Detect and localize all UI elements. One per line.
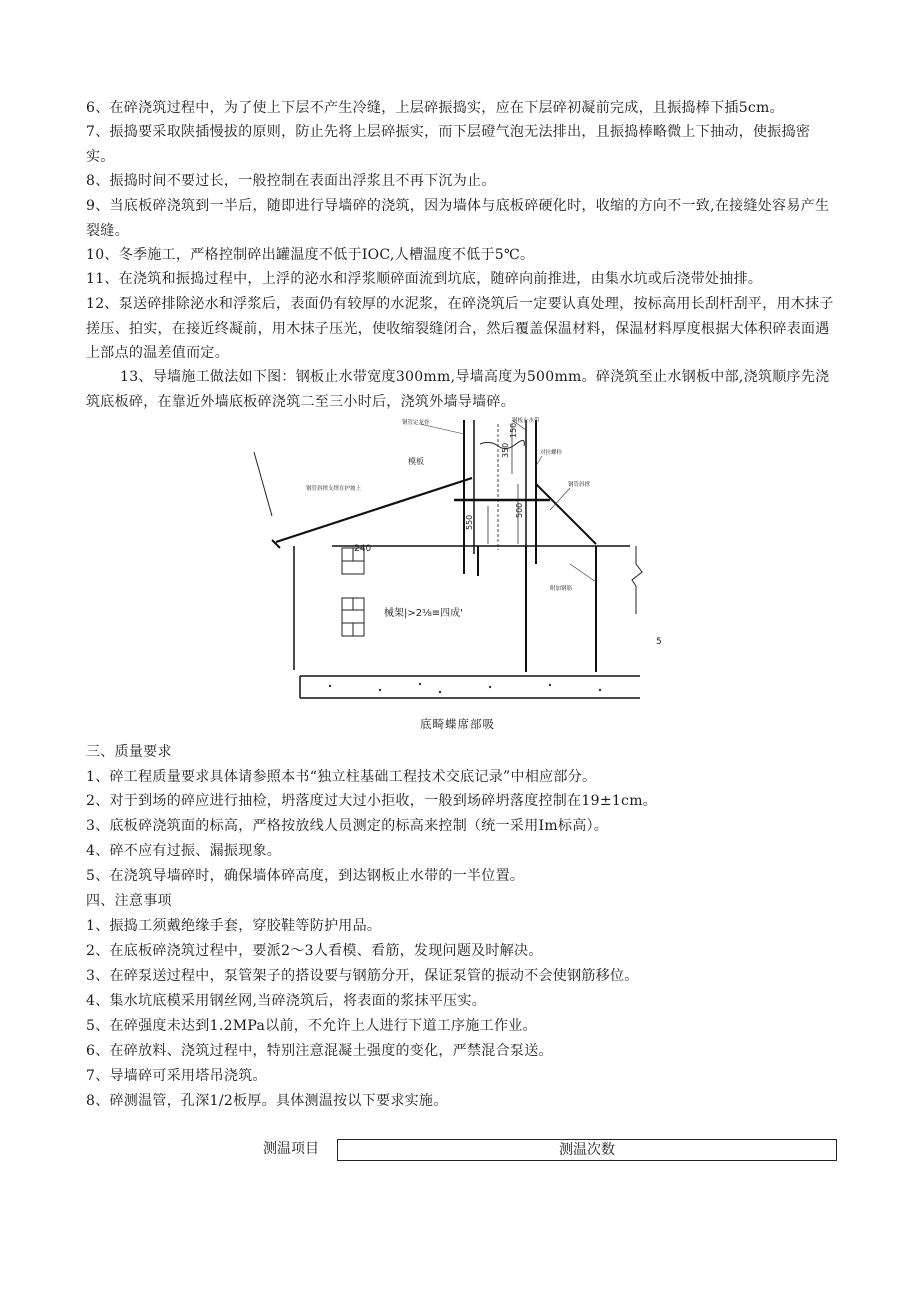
quality-item-3: 3、底板碎浇筑面的标高，严格按放线人员测定的标高来控制（统一采用Im标高）。 (86, 818, 609, 834)
slope-edge-line (254, 452, 272, 516)
step-8: 8、振捣时间不要过长，一般控制在表面出浮浆且不再下沉为止。 (86, 173, 496, 189)
notes-item-8: 8、碎测温管，孔深1/2板厚。具体测温按以下要求实施。 (86, 1093, 448, 1109)
step-7: 7、振捣要采取陕插慢拔的原则，防止先将上层碎振实，而下层磴气泡无法排出，且振捣棒略微上下抽动，使振捣密实。 (86, 124, 811, 165)
quality-item-2: 2、对于到场的碎应进行抽检，坍落度过大过小拒收，一般到场碎坍落度控制在19±1cm。 (86, 793, 658, 809)
label-steel-keel: 钢管定龙骨 (402, 420, 430, 426)
figure-caption: 底畸蝶席部吸 (420, 717, 495, 731)
table-row-label: 测温项目 (263, 1141, 319, 1157)
notes-item-4: 4、集水坑底模采用钢丝网,当碎浇筑后，将表面的浆抹平压实。 (86, 993, 487, 1009)
quality-heading: 三、质量要求 (86, 744, 172, 760)
tick-5: 5 (656, 637, 662, 647)
guide-wall-section-diagram (250, 414, 670, 710)
step-13: 13、导墙施工做法如下图：钢板止水带宽度300mm,导墙高度为500mm。碎浇筑至止水钢板中部,浇筑顺序先浇筑底板碎，在靠近外墙底板碎浇筑二至三小时后，浇筑外墙导墙碎。 (86, 369, 830, 410)
right-brace-line (536, 484, 596, 544)
step-10: 10、冬季施工，严格控制碎出罐温度不低于IOC,人槽温度不低于5℃。 (86, 247, 535, 263)
notes-item-3: 3、在碎泵送过程中，泵管架子的搭设要与钢筋分开，保证泵管的振动不会使钢筋移位。 (86, 968, 639, 984)
label-formwork: 模板 (408, 457, 424, 466)
label-waterstop: 钢板止水带 (512, 418, 540, 424)
quality-item-4: 4、碎不应有过振、漏振现象。 (86, 843, 282, 859)
label-right-brace: 钢管斜撑 (568, 482, 591, 488)
notes-item-6: 6、在碎放料、浇筑过程中，特别注意混凝土强度的变化，严禁混合泵送。 (86, 1043, 553, 1059)
brick-note: 械架|>2⅛≡四成' (384, 608, 463, 619)
notes-item-7: 7、导墙碎可采用塔吊浇筑。 (86, 1068, 267, 1084)
dim-350: 350 (501, 442, 510, 458)
notes-item-2: 2、在底板碎浇筑过程中，要派2～3人看模、看筋，发现问题及时解决。 (86, 943, 543, 959)
label-bolt: 对拉螺栓 (540, 450, 563, 456)
step-6: 6、在碎浇筑过程中，为了使上下层不产生冷缝，上层碎振捣实，应在下层碎初凝前完成，且振捣棒下插5cm。 (86, 100, 784, 116)
dim-500: 500 (515, 502, 524, 518)
quality-item-5: 5、在浇筑导墙碎时，确保墙体碎高度，到达钢板止水带的一半位置。 (86, 868, 525, 884)
notes-heading: 四、注意事项 (86, 893, 172, 909)
step-11: 11、在浇筑和振捣过程中，上浮的泌水和浮浆顺碎面流到坑底，随碎向前推进，由集水坑或后浇带处抽排。 (86, 271, 763, 287)
quality-item-1: 1、碎工程质量要求具体请参照本书“独立柱基础工程技术交底记录”中相应部分。 (86, 769, 597, 785)
label-diagonal-support: 钢管斜撑支撑在护坡上 (306, 486, 362, 492)
label-added-bar: 附加钢筋 (550, 586, 573, 592)
notes-item-5: 5、在碎强度未达到1.2MPa以前，不允许上人进行下道工序施工作业。 (86, 1018, 537, 1034)
table-header-cell: 测温次数 (337, 1139, 837, 1161)
dim-150: 150 (509, 422, 518, 438)
step-12: 12、泵送碎排除泌水和浮浆后，表面仍有较厚的水泥浆，在碎浇筑后一定要认真处理，按标高用长刮杆刮平，用木抹子搓压、拍实，在接近终凝前，用木抹子压光，使收缩裂缝闭合，然后覆盖保温材料，保温材料厚度根据大体积碎表面遇上部点的温差值而定。 (86, 296, 834, 361)
step-9: 9、当底板碎浇筑到一半后，随即进行导墙碎的浇筑，因为墙体与底板碎硬化时，收缩的方向不一致,在接缝处容易产生裂缝。 (86, 198, 830, 239)
dim-240: 240 (354, 544, 372, 554)
notes-item-1: 1、振捣工须戴绝缘手套，穿胶鞋等防护用品。 (86, 918, 382, 934)
dim-550: 550 (465, 514, 474, 530)
